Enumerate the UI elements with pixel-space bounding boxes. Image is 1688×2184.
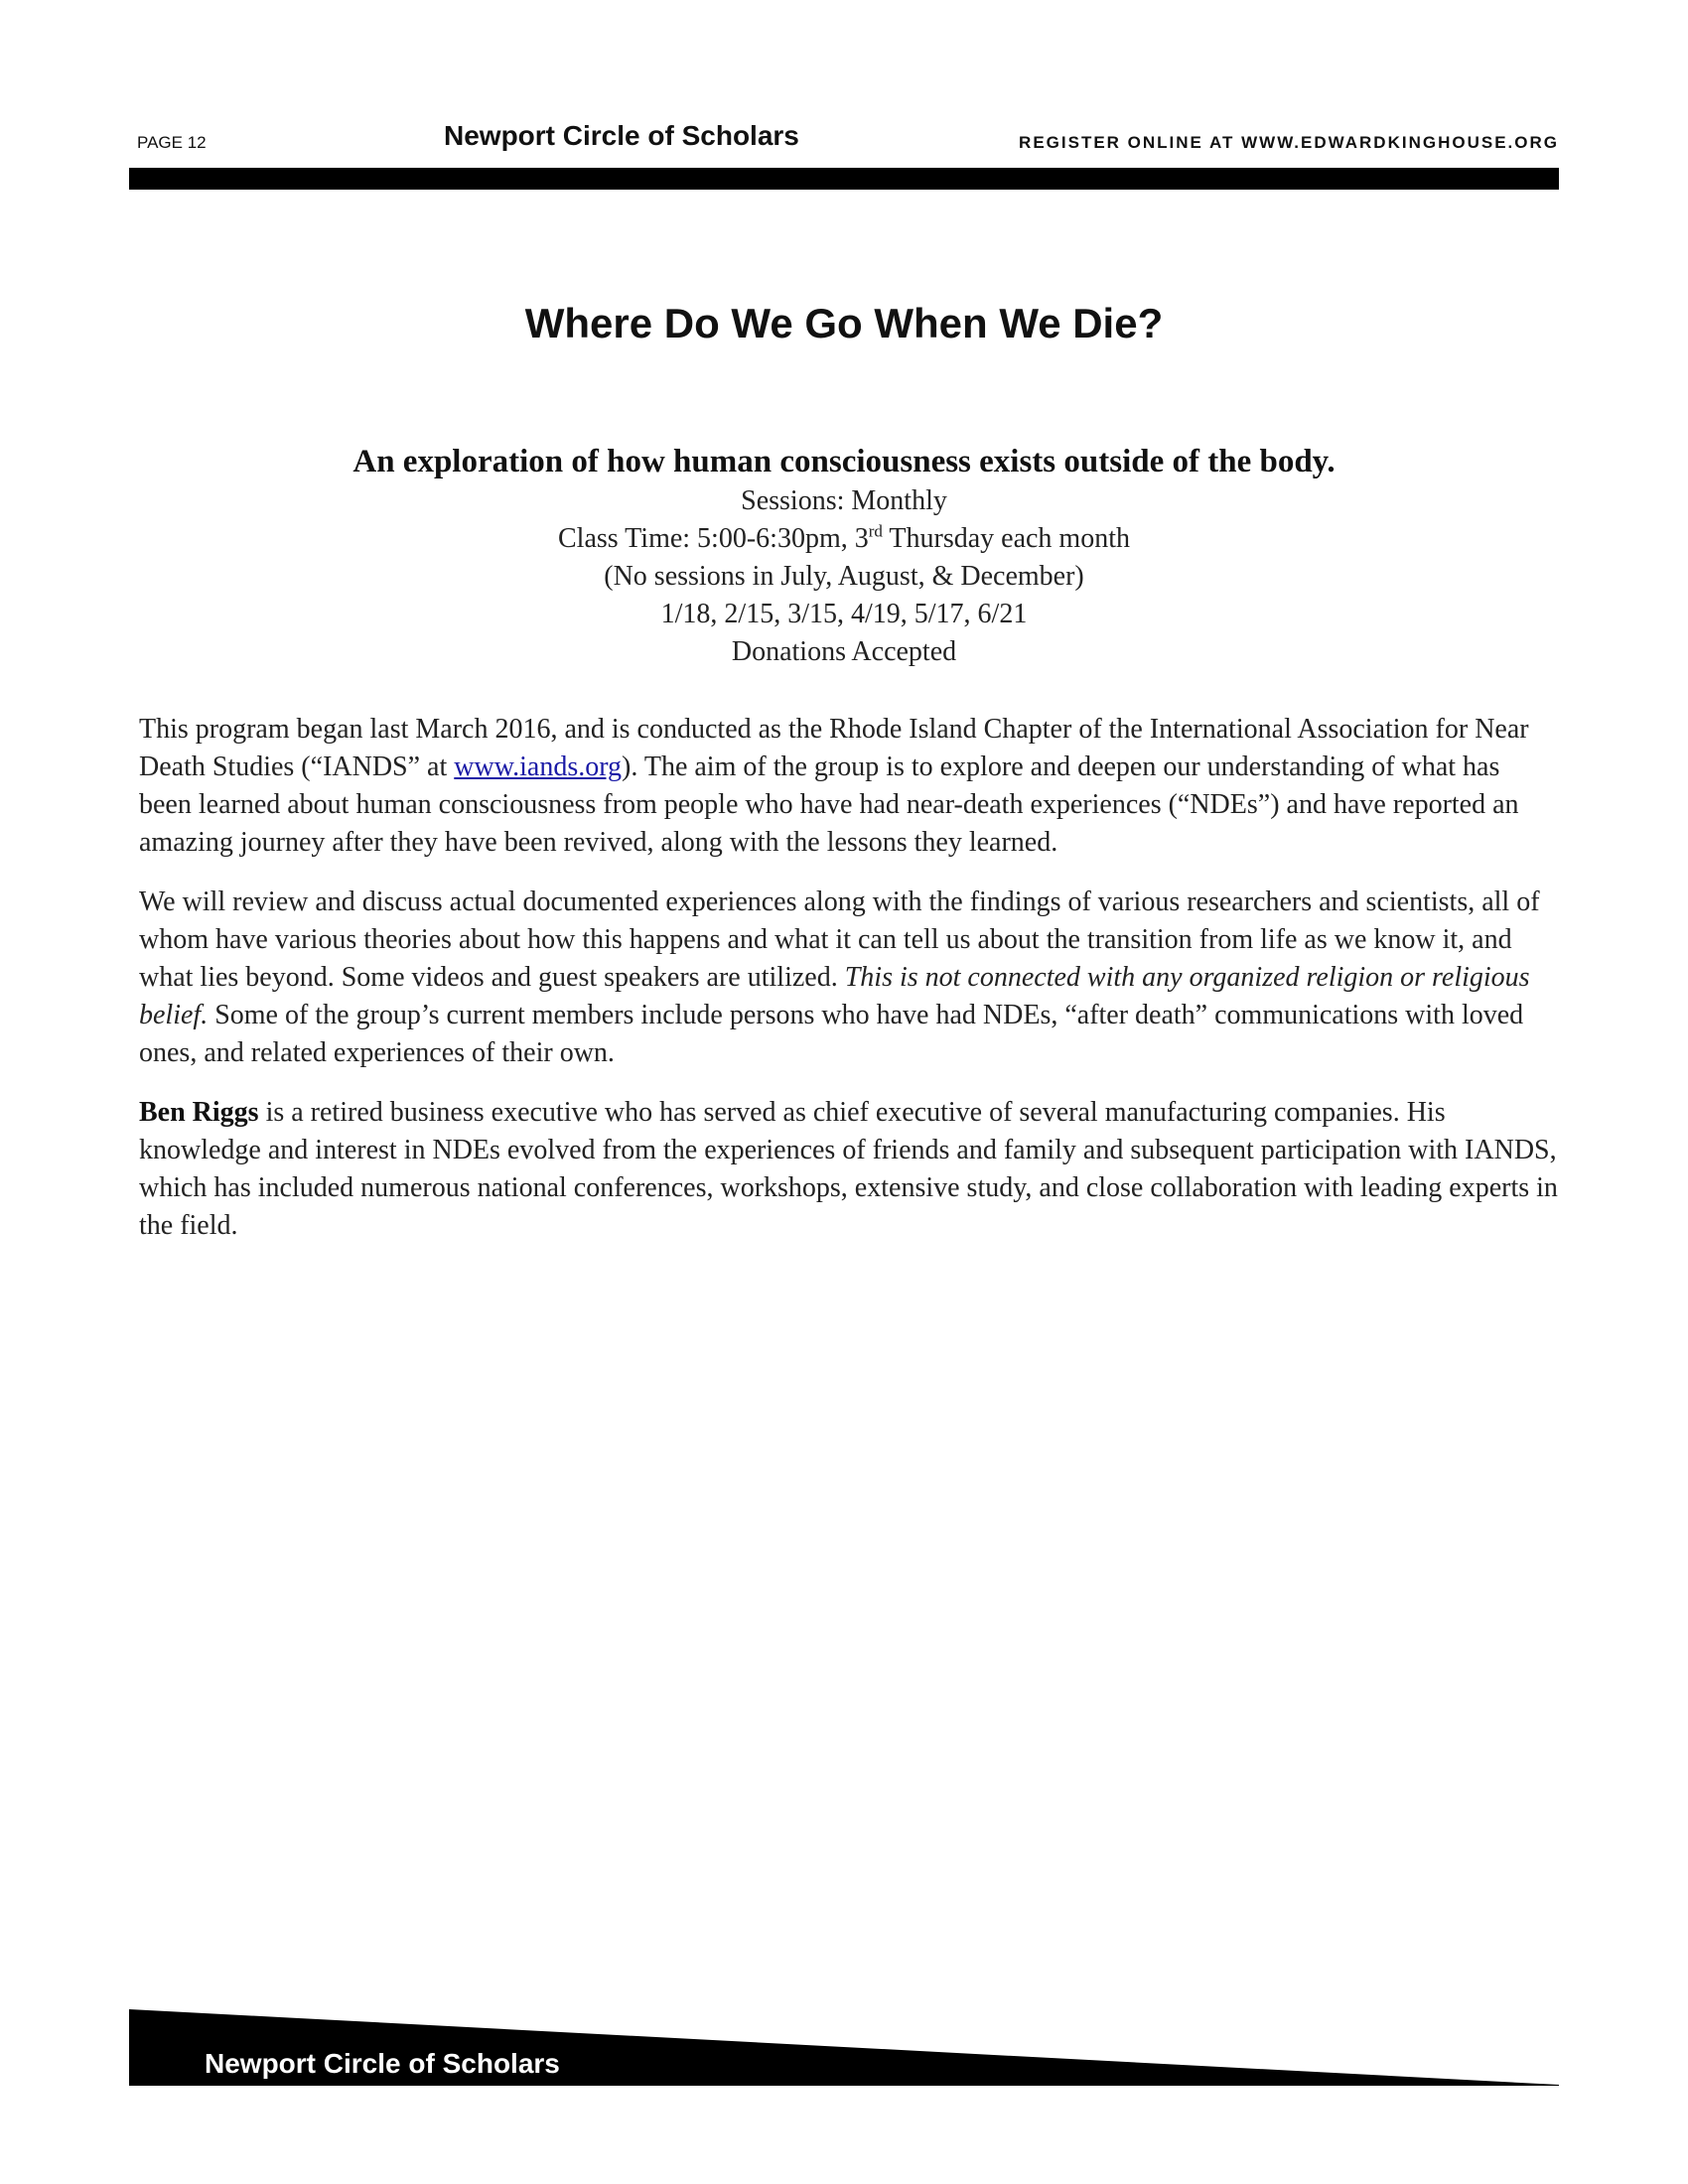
paragraph-review (139, 884, 1559, 1072)
dates-line: 1/18, 2/15, 3/15, 4/19, 5/17, 6/21 (660, 599, 1028, 629)
paragraph-program (139, 711, 1559, 862)
religion-disclaimer: This is not connected with any organized religion or religious belief. (139, 962, 1530, 1030)
course-description (139, 711, 1559, 1267)
instructor-name: Ben Riggs (139, 1097, 259, 1128)
class-time-line (0, 520, 1688, 558)
sessions-line: Sessions: Monthly (741, 485, 947, 516)
course-info (0, 441, 1688, 671)
register-online-text: REGISTER ONLINE AT WWW.EDWARDKINGHOUSE.ORG (1019, 133, 1559, 152)
iands-link[interactable]: www.iands.org (454, 751, 623, 782)
page-number: PAGE 12 (137, 133, 207, 152)
footer-publication: Newport Circle of Scholars (205, 2048, 560, 2079)
no-sessions-line: (No sessions in July, August, & December) (604, 561, 1084, 592)
publication-header: Newport Circle of Scholars (444, 120, 799, 151)
course-subtitle: An exploration of how human consciousness exists outside of the body. (352, 444, 1336, 479)
paragraph-text: is a retired business executive who has served as chief executive of several manufacturing companies. His knowledge and interest in NDEs evolved from the experiences of friends and family and subsequent participation with IANDS, which has included numerous national conferences, workshops, extensive study, and close collaboration with leading experts in the field. (139, 1097, 1558, 1241)
paragraph-text: This program began last March 2016, and is conducted as the Rhode Island Chapter of the International Association for Near Death Studies (“IANDS” at (139, 714, 1529, 782)
paragraph-text: ). The aim of the group is to explore and deepen our understanding of what has been learned about human consciousness from people who have had near-death experiences (“NDEs”) and have reported an amazing journey after they have been revived, along with the lessons they learned. (139, 751, 1519, 858)
header-rule (129, 168, 1559, 190)
class-time-prefix: Class Time: 5:00-6:30pm, 3 (558, 523, 869, 554)
ordinal-suffix: rd (868, 521, 883, 541)
paragraph-text: Some of the group’s current members include persons who have had NDEs, “after death” communications with loved ones, and related experiences of their own. (139, 1000, 1524, 1068)
donations-line: Donations Accepted (731, 636, 957, 667)
paragraph-text: We will review and discuss actual documented experiences along with the findings of various researchers and scientists, all of whom have various theories about how this happens and what it can tell us about the transition from life as we know it, and what lies beyond. Some videos and guest speakers are utilized. (139, 887, 1540, 993)
paragraph-instructor (139, 1094, 1559, 1245)
course-title: Where Do We Go When We Die? (524, 300, 1164, 346)
class-time-suffix: Thursday each month (882, 523, 1130, 554)
